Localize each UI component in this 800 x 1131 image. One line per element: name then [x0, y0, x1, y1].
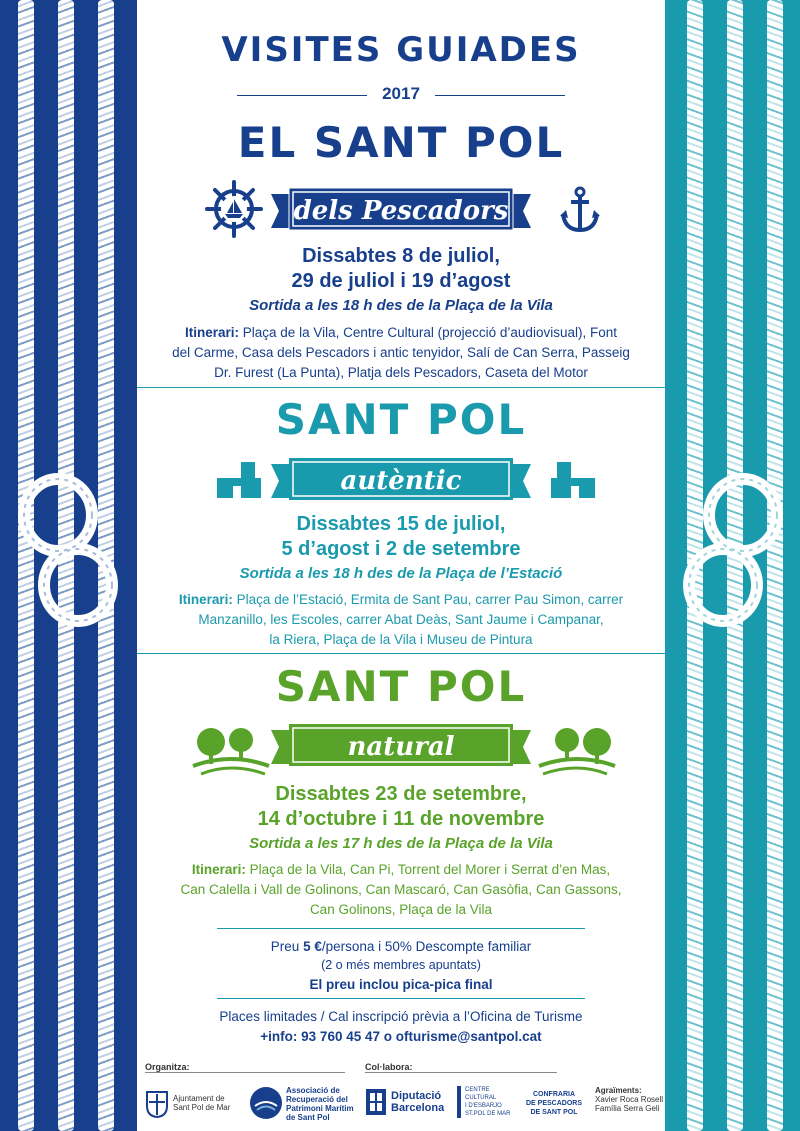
section-title: SANT POL: [275, 662, 527, 711]
divider: [137, 387, 665, 388]
confraria-logo-text: [521, 1090, 587, 1117]
logo-line: Patrimoni Marítim: [286, 1104, 354, 1113]
info-block: [137, 1007, 665, 1047]
agraiments-label: Agraïments:: [595, 1086, 642, 1095]
itinerary-text: Plaça de la Vila, Can Pi, Torrent del Morer i Serrat d’en Mas,: [245, 862, 611, 877]
departure-text: Sortida a les 17 h des de la Plaça de la Vila: [249, 835, 553, 852]
ribbon-label: autèntic: [340, 466, 462, 496]
agraiments-block: [595, 1086, 663, 1113]
logo-line: Ajuntament de: [173, 1094, 225, 1103]
association-logo-text: [286, 1086, 354, 1122]
logo-line: Recuperació del: [286, 1095, 348, 1104]
dates-line: Dissabtes 15 de juliol,: [296, 513, 506, 535]
pricing-block: [137, 937, 665, 994]
divider: [217, 928, 585, 929]
dates-line: Dissabtes 8 de juliol,: [302, 245, 500, 267]
trees-icon: [191, 722, 271, 778]
dates-line: Dissabtes 23 de setembre,: [275, 783, 527, 805]
itinerary-text: Dr. Furest (La Punta), Platja dels Pescadors, Caseta del Motor: [214, 365, 588, 380]
divider: [237, 95, 367, 96]
divider: [435, 95, 565, 96]
centre-logo-text: [465, 1086, 510, 1118]
section-title: EL SANT POL: [237, 118, 565, 167]
dates-line: 29 de juliol i 19 d’agost: [291, 270, 511, 292]
knot-icon: [675, 470, 795, 630]
divider: [365, 1072, 557, 1073]
departure-text: Sortida a les 18 h des de la Plaça de la Vila: [249, 297, 553, 314]
ribbon-label: natural: [347, 732, 455, 762]
itinerary: [147, 323, 655, 383]
divider: [217, 998, 585, 999]
church-icon: [539, 460, 599, 500]
main-content: [137, 0, 665, 1131]
association-logo-icon: [249, 1086, 283, 1120]
dates-line: 5 d’agost i 2 de setembre: [281, 538, 521, 560]
itinerary: [147, 590, 655, 650]
church-icon: [213, 460, 273, 500]
organitza-label: Organitza:: [145, 1062, 190, 1072]
price-amount: 5 €: [303, 939, 322, 954]
logo-line: ST.POL DE MAR: [465, 1111, 511, 1117]
logo-line: CENTRE: [465, 1087, 490, 1093]
ribbon-label: dels Pescadors: [293, 196, 509, 226]
agraiments-line: Xavier Roca Rosell: [595, 1095, 664, 1104]
ship-wheel-icon: [205, 180, 263, 238]
left-navy-band: [0, 0, 137, 1131]
itinerary: [147, 860, 655, 920]
contact-text: +info: 93 760 45 47 o ofturisme@santpol.cat: [260, 1029, 542, 1044]
year: 2017: [382, 84, 420, 103]
logo-line: Barcelona: [391, 1102, 445, 1114]
price-suffix: /persona i 50% Descompte familiar: [321, 939, 532, 954]
departure-text: Sortida a les 18 h des de la Plaça de l’Estació: [239, 565, 563, 582]
itinerary-text: Can Calella i Vall de Golinons, Can Mascaró, Can Gasòfia, Can Gassons,: [180, 882, 622, 897]
itinerary-text: del Carme, Casa dels Pescadors i antic tenyidor, Salí de Can Serra, Passeig: [172, 345, 630, 360]
itinerary-text: Manzanillo, les Escoles, carrer Abat Deàs, Sant Jaume i Campanar,: [198, 612, 604, 627]
ajuntament-logo-text: [173, 1094, 230, 1112]
town-shield-icon: [145, 1090, 169, 1118]
dates: [137, 782, 665, 832]
logo-line: DE PESCADORS: [525, 1100, 582, 1107]
centre-logo-bar: [457, 1086, 461, 1118]
price-includes: El preu inclou pica-pica final: [309, 977, 493, 992]
logo-line: DE SANT POL: [530, 1109, 578, 1116]
logo-line: CONFRARIA: [533, 1091, 575, 1098]
year-row: [137, 84, 665, 104]
logo-line: Associació de: [286, 1086, 340, 1095]
price-prefix: Preu: [270, 939, 304, 954]
dates: [137, 244, 665, 294]
registration-text: Places limitades / Cal inscripció prèvia a l’Oficina de Turisme: [219, 1009, 583, 1024]
collabora-label: Col·labora:: [365, 1062, 413, 1072]
dates: [137, 512, 665, 562]
logo-line: Sant Pol de Mar: [173, 1103, 231, 1112]
agraiments-line: Família Serra Geli: [595, 1104, 660, 1113]
itinerary-text: Can Golinons, Plaça de la Vila: [309, 902, 493, 917]
divider: [145, 1072, 345, 1073]
price-note: (2 o més membres apuntats): [321, 958, 481, 972]
footer: [137, 1050, 665, 1131]
trees-icon: [537, 722, 617, 778]
itinerary-label: Itinerari:: [191, 862, 246, 877]
logo-line: Diputació: [391, 1090, 442, 1102]
diputacio-emblem-icon: [365, 1088, 387, 1116]
itinerary-label: Itinerari:: [185, 325, 240, 340]
logo-line: CULTURAL: [465, 1095, 497, 1101]
logo-line: I D'ESBARJO: [465, 1103, 502, 1109]
anchor-icon: [559, 186, 601, 234]
itinerary-text: Plaça de la Vila, Centre Cultural (projecció d’audiovisual), Font: [239, 325, 617, 340]
itinerary-text: la Riera, Plaça de la Vila i Museu de Pintura: [269, 632, 533, 647]
knot-icon: [10, 470, 130, 630]
right-teal-band: [665, 0, 800, 1131]
page-title: VISITES GUIADES: [221, 30, 581, 70]
itinerary-label: Itinerari:: [178, 592, 233, 607]
dates-line: 14 d’octubre i 11 de novembre: [257, 808, 545, 830]
divider: [137, 653, 665, 654]
section-title: SANT POL: [275, 395, 527, 444]
diputacio-logo-text: [391, 1090, 444, 1114]
itinerary-text: Plaça de l’Estació, Ermita de Sant Pau, carrer Pau Simon, carrer: [232, 592, 624, 607]
logo-line: de Sant Pol: [286, 1113, 330, 1122]
